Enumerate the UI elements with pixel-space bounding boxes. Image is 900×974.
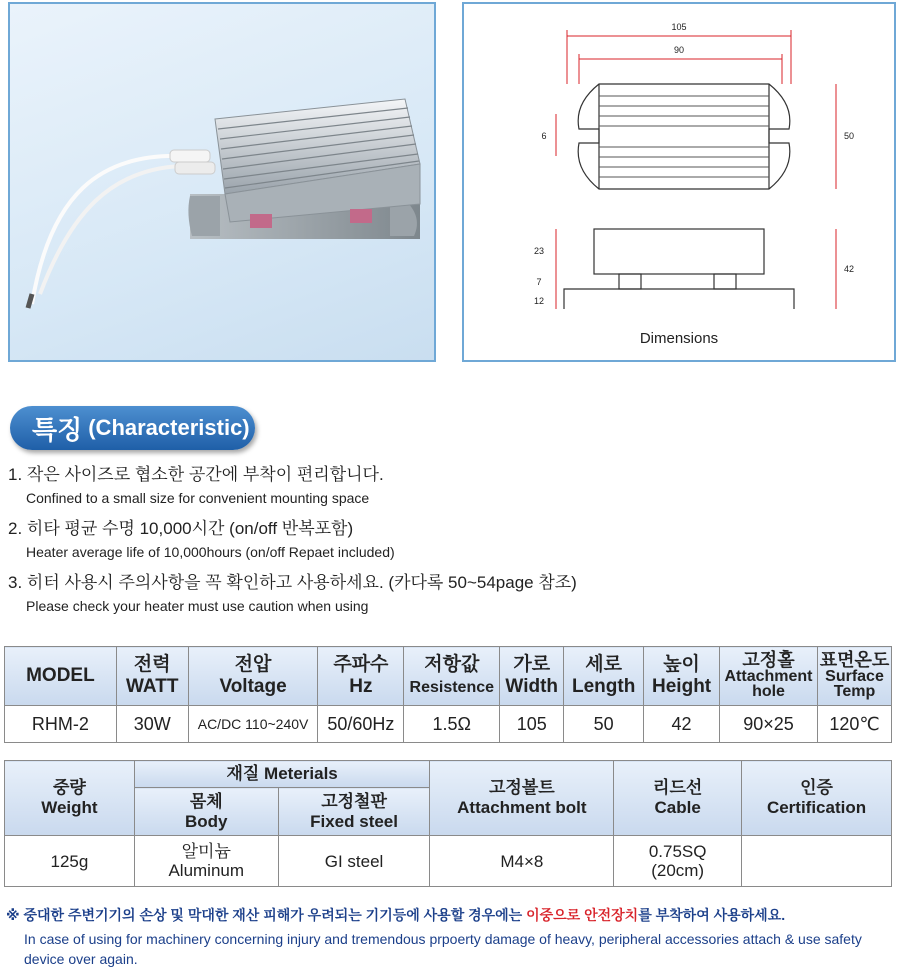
item-kr: 3. 히터 사용시 주의사항을 꼭 확인하고 사용하세요. (카다록 50~54page 참조) bbox=[8, 573, 577, 592]
item-en: Confined to a small size for convenient mounting space bbox=[26, 490, 370, 506]
list-item bbox=[8, 460, 888, 514]
item-en: Please check your heater must use caution when using bbox=[26, 598, 369, 614]
materials-table bbox=[4, 760, 892, 887]
note-en: In case of using for machinery concerning injury and tremendous prpoerty damage of heavy, peripheral accessories attach & use safety device over again. bbox=[24, 931, 862, 967]
header-watt: 전력 WATT bbox=[116, 647, 188, 706]
cell-hz: 50/60Hz bbox=[318, 706, 404, 743]
dim-label-23: 23 bbox=[533, 246, 545, 256]
dimension-svg bbox=[464, 4, 894, 324]
table-row bbox=[5, 836, 892, 887]
table-header-row bbox=[5, 761, 892, 788]
spec-table bbox=[4, 646, 892, 743]
cell-resistence: 1.5Ω bbox=[404, 706, 500, 743]
header-surface-temp: 표면온도 Surface Temp bbox=[817, 647, 891, 706]
header-length: 세로 Length bbox=[564, 647, 644, 706]
cell-attachment-bolt: M4×8 bbox=[430, 836, 614, 887]
cell-attachment-hole: 90×25 bbox=[720, 706, 818, 743]
dim-label-7: 7 bbox=[536, 277, 542, 287]
cell-body: 알미늄 Aluminum bbox=[134, 836, 278, 887]
header-resistence: 저항값 Resistence bbox=[404, 647, 500, 706]
list-item bbox=[8, 568, 888, 622]
cell-surface-temp: 120℃ bbox=[817, 706, 891, 743]
table-header-row bbox=[5, 647, 892, 706]
note-kr: ※ 중대한 주변기기의 손상 및 막대한 재산 피해가 우려되는 기기등에 사용할 경우에는 이중으로 안전장치를 부착하여 사용하세요. bbox=[6, 907, 786, 923]
cell-model: RHM-2 bbox=[5, 706, 117, 743]
cell-watt: 30W bbox=[116, 706, 188, 743]
header-height: 높이 Height bbox=[644, 647, 720, 706]
product-photo bbox=[8, 2, 436, 362]
header-materials: 재질 Meterials bbox=[134, 761, 430, 788]
title-kr: 특징 bbox=[32, 414, 83, 445]
header-certification: 인증 Certification bbox=[742, 761, 892, 836]
header-cable: 리드선 Cable bbox=[614, 761, 742, 836]
characteristic-title bbox=[10, 406, 255, 450]
header-model: MODEL bbox=[5, 647, 117, 706]
title-en: (Characteristic) bbox=[88, 415, 250, 440]
characteristics-list bbox=[8, 460, 888, 622]
cell-certification bbox=[742, 836, 892, 887]
item-kr: 1. 작은 사이즈로 협소한 공간에 부착이 편리합니다. bbox=[8, 465, 384, 484]
safety-note bbox=[6, 905, 896, 969]
dimensions-caption: Dimensions bbox=[639, 330, 719, 347]
dim-label-90: 90 bbox=[673, 45, 685, 55]
dim-label-105: 105 bbox=[671, 22, 687, 32]
header-weight: 중량 Weight bbox=[5, 761, 135, 836]
header-width: 가로 Width bbox=[500, 647, 564, 706]
header-body: 몸체 Body bbox=[134, 788, 278, 836]
table-row bbox=[5, 706, 892, 743]
list-item bbox=[8, 514, 888, 568]
dim-label-50: 50 bbox=[843, 131, 855, 141]
dimension-drawing bbox=[462, 2, 896, 362]
cell-cable: 0.75SQ (20cm) bbox=[614, 836, 742, 887]
header-attachment-hole: 고정홀 Attachment hole bbox=[720, 647, 818, 706]
dim-label-12: 12 bbox=[533, 296, 545, 306]
dim-label-6: 6 bbox=[541, 131, 547, 141]
header-voltage: 전압 Voltage bbox=[188, 647, 318, 706]
header-fixed-steel: 고정철판 Fixed steel bbox=[278, 788, 430, 836]
note-kr-highlight: 이중으로 안전장치 bbox=[526, 907, 639, 923]
cell-weight: 125g bbox=[5, 836, 135, 887]
cell-length: 50 bbox=[564, 706, 644, 743]
cell-voltage: AC/DC 110~240V bbox=[188, 706, 318, 743]
cell-height: 42 bbox=[644, 706, 720, 743]
header-attachment-bolt: 고정볼트 Attachment bolt bbox=[430, 761, 614, 836]
item-kr: 2. 히타 평균 수명 10,000시간 (on/off 반복포함) bbox=[8, 519, 354, 538]
cell-width: 105 bbox=[500, 706, 564, 743]
cell-fixed-steel: GI steel bbox=[278, 836, 430, 887]
heater-illustration bbox=[10, 4, 434, 360]
item-en: Heater average life of 10,000hours (on/off Repaet included) bbox=[26, 544, 395, 560]
dim-label-42: 42 bbox=[843, 264, 855, 274]
header-hz: 주파수 Hz bbox=[318, 647, 404, 706]
